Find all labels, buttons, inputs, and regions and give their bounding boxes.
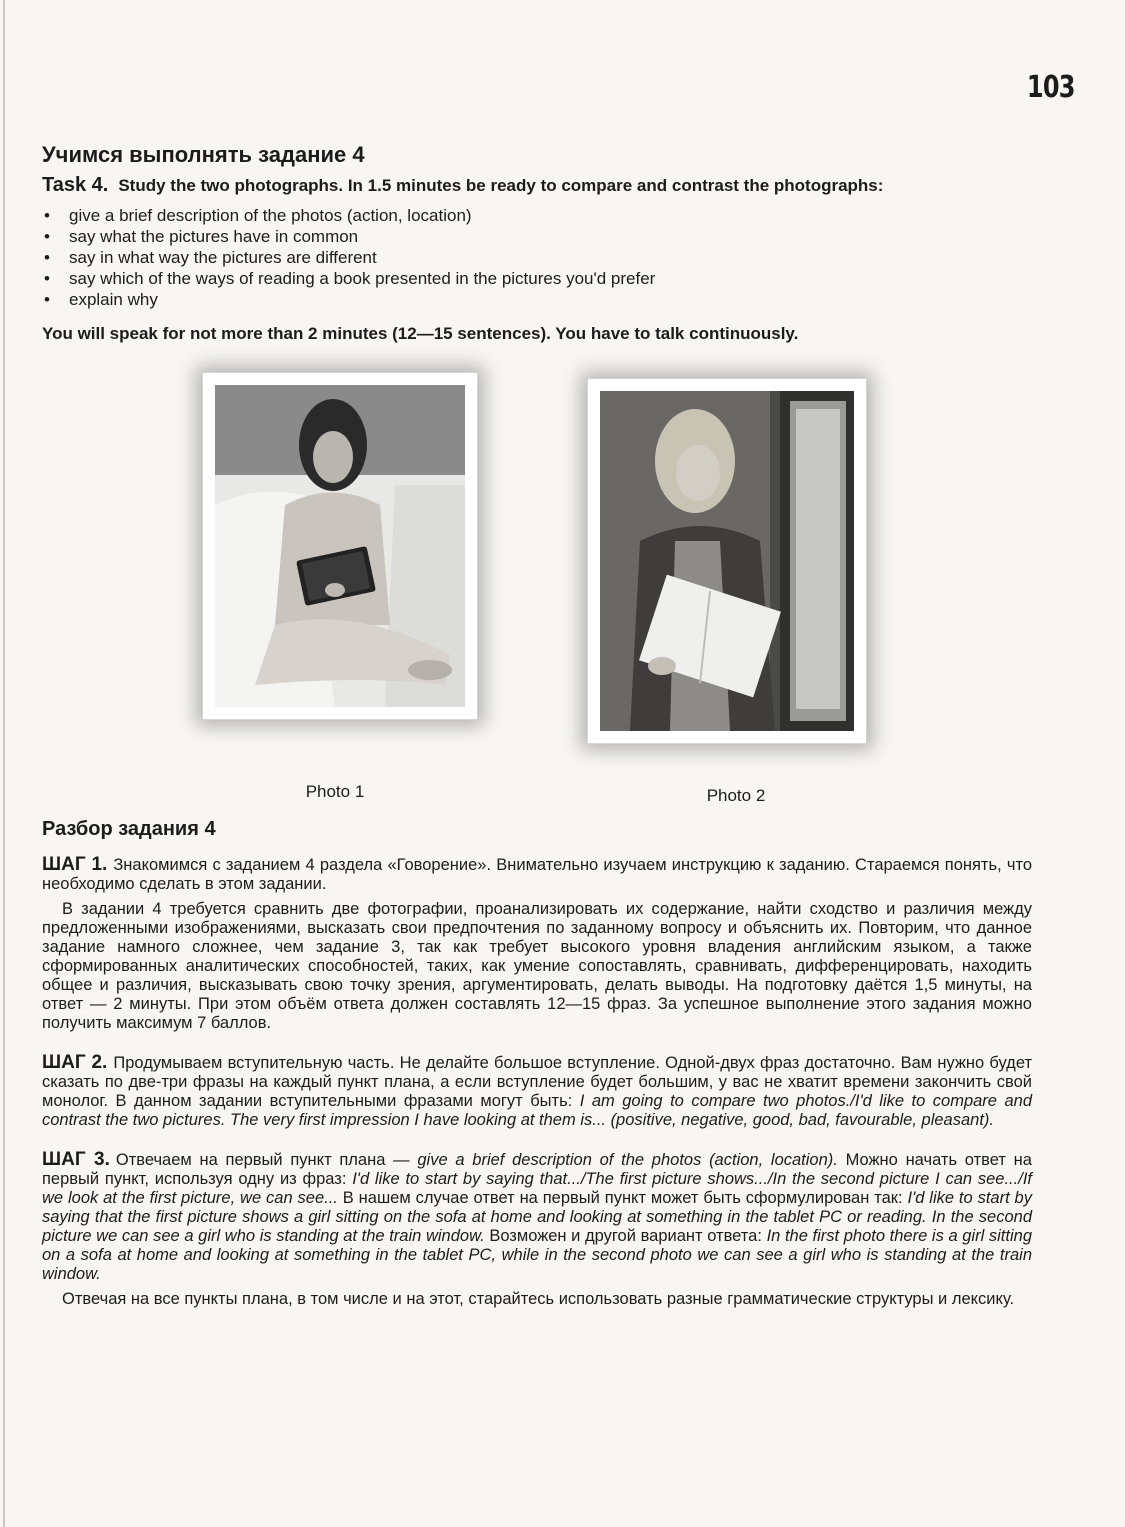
task-label: Task 4. bbox=[42, 174, 109, 196]
bullet-icon: • bbox=[44, 206, 50, 225]
task-instruction bbox=[42, 176, 1032, 195]
task-text: Study the two photographs. In 1.5 minutes be ready to compare and contrast the photographs: bbox=[118, 176, 884, 195]
closing-paragraph: Отвечая на все пункты плана, в том числе и на этот, старайтесь использовать разные грамматические структуры и лексику. bbox=[62, 1290, 1015, 1308]
list-item: • say what the pictures have in common bbox=[44, 227, 359, 246]
bullet-icon: • bbox=[44, 269, 50, 288]
step-2-examples: I am going to compare two photos./I'd like to compare and contrast the two pictures. The very first impression I have looking at them is... (positive, negative, good, bad, favourable, pleasant). bbox=[42, 1092, 1032, 1129]
list-item: • say in what way the pictures are different bbox=[44, 248, 377, 267]
photo-2-caption: Photo 2 bbox=[706, 786, 766, 805]
page-number: 103 bbox=[1027, 70, 1075, 105]
photo-1-caption: Photo 1 bbox=[305, 782, 365, 801]
step-1-detail: В задании 4 требуется сравнить две фотографии, проанализировать их содержание, найти сходство и различия между предложенными изображениями, высказать свои предпочтения по заданному вопросу и объяснить их. Повторим, что данное задание намного сложнее, чем задание 3, так как требует высокого уровня владения английским языком, а также сформированных аналитических способностей, таких, как умение сопоставлять, сравнивать, дифференцировать, находить общее и различия, высказывать свою точку зрения, аргументировать, делать выводы. На подготовку даётся 1,5 минуты, на ответ — 2 минуты. При этом объём ответа должен составлять 12—15 фраз. За успешное выполнение этого задания можно получить максимум 7 баллов. bbox=[42, 900, 1032, 1032]
photo-1-frame bbox=[202, 372, 478, 720]
section-title: Учимся выполнять задание 4 bbox=[42, 142, 365, 167]
analysis-title: Разбор задания 4 bbox=[42, 818, 216, 840]
task-bullet-list bbox=[42, 205, 1032, 310]
step-2-label: ШАГ 2. bbox=[42, 1052, 108, 1073]
page-content bbox=[42, 142, 1032, 1315]
step-1-paragraph: ШАГ 1. Знакомимся с заданием 4 раздела «Говорение». Внимательно изучаем инструкцию к заданию. Стараемся понять, что необходимо сделать в этом задании. bbox=[42, 854, 1032, 893]
step-3-label: ШАГ 3. bbox=[42, 1149, 110, 1170]
step-1-label: ШАГ 1. bbox=[42, 854, 108, 875]
list-item: • give a brief description of the photos (action, location) bbox=[44, 206, 472, 225]
bullet-icon: • bbox=[44, 248, 50, 267]
photo-2-frame bbox=[587, 378, 867, 744]
page-edge-line bbox=[3, 0, 5, 1527]
bullet-icon: • bbox=[44, 227, 50, 246]
list-item: • say which of the ways of reading a book presented in the pictures you'd prefer bbox=[44, 269, 656, 288]
photo-1-image bbox=[215, 385, 465, 707]
step-3-paragraph: ШАГ 3. Отвечаем на первый пункт плана — give a brief description of the photos (action, location). Можно начать ответ на первый пункт, используя одну из фраз: I'd like to start by saying that.../The first picture shows.../In the second picture I can see.../If we look at the first picture, we can see... В нашем случае ответ на первый пункт может быть сформулирован так: I'd like to start by saying that the first picture shows a girl sitting on the sofa at home and looking at something in the tablet PC or reading. In the second picture we can see a girl who is standing at the train window. Возможен и другой вариант ответа: In the first photo there is a girl sitting on a sofa at home and looking at something in the tablet PC, while in the second photo we can see a girl who is standing at the train window. bbox=[42, 1149, 1032, 1283]
list-item: • explain why bbox=[44, 290, 158, 309]
photos-row bbox=[42, 362, 1032, 805]
speaking-time-note: You will speak for not more than 2 minutes (12—15 sentences). You have to talk continuously. bbox=[42, 324, 799, 343]
step-2-paragraph: ШАГ 2. Продумываем вступительную часть. Не делайте большое вступление. Одной-двух фраз достаточно. Вам нужно будет сказать по две-три фразы на каждый пункт плана, а если вступление будет большим, у вас не хватит времени закончить свой монолог. В данном задании вступительными фразами могут быть: I am going to compare two photos./I'd like to compare and contrast the two pictures. The very first impression I have looking at them is... (positive, negative, good, bad, favourable, pleasant). bbox=[42, 1052, 1033, 1129]
bullet-icon: • bbox=[44, 290, 50, 309]
photo-2-image bbox=[600, 391, 854, 731]
